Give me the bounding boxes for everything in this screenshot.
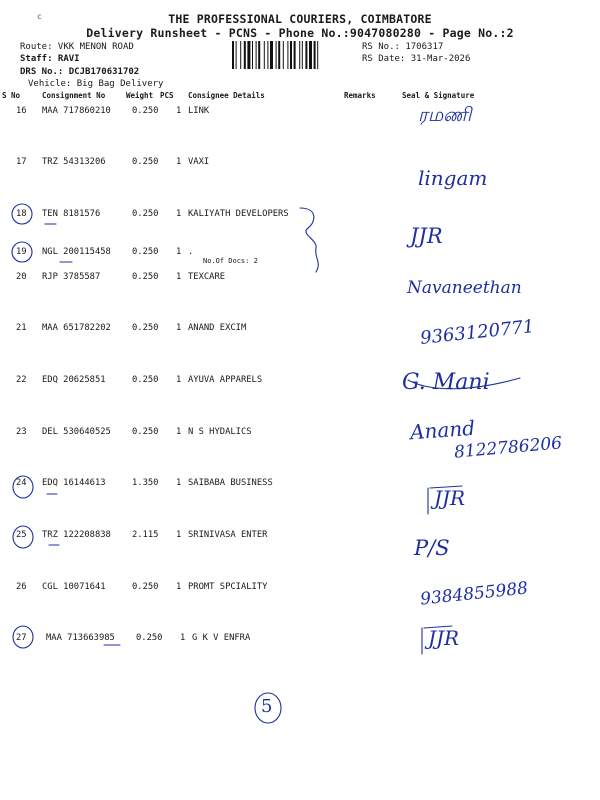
barcode-bar: [290, 41, 292, 69]
signature-16: ரமணி: [418, 104, 472, 126]
barcode-bar: [267, 41, 268, 69]
row-weight: 1.350: [132, 478, 159, 488]
column-seal-signature: Seal & Signature: [402, 91, 475, 100]
row-consignment: RJP 3785587: [42, 272, 101, 282]
row-weight: 0.250: [132, 323, 159, 333]
row-consignee: G K V ENFRA: [192, 633, 251, 643]
column-remarks: Remarks: [344, 91, 376, 100]
signature-24: JJR: [434, 486, 466, 510]
barcode-bar: [302, 41, 303, 69]
row-consignee: ANAND EXCIM: [188, 323, 247, 333]
row-consignee: AYUVA APPARELS: [188, 375, 263, 385]
row-pcs: 1: [176, 582, 182, 592]
row-weight: 0.250: [132, 209, 159, 219]
row-consignment: NGL 200115458: [42, 247, 111, 257]
row-consignee: .: [188, 247, 194, 257]
barcode-bar: [264, 41, 265, 69]
route-label: Route: VKK MENON ROAD: [20, 42, 134, 52]
barcode-bar: [270, 41, 273, 69]
row-consignment: TRZ 54313206: [42, 157, 106, 167]
signature-20: Navaneethan: [407, 278, 522, 298]
barcode-bar: [283, 41, 284, 69]
bracket-mark: [300, 208, 318, 272]
barcode-bar: [244, 41, 246, 69]
row-consignment: DEL 530640525: [42, 427, 111, 437]
company-title: THE PROFESSIONAL COURIERS, COIMBATORE: [168, 12, 432, 26]
row-consignee: SAIBABA BUSINESS: [188, 478, 273, 488]
row-sno: 22: [16, 375, 27, 385]
barcode-bar: [309, 41, 312, 69]
column-sno: S No: [2, 91, 21, 100]
row-consignment: MAA 713663985: [46, 633, 115, 643]
row-pcs: 1: [176, 530, 182, 540]
barcode-bar: [240, 41, 241, 69]
row-consignee: TEXCARE: [188, 272, 226, 282]
row-weight: 2.115: [132, 530, 159, 540]
row-pcs: 1: [176, 157, 182, 167]
rs-number: RS No.: 1706317: [362, 42, 444, 52]
row-weight: 0.250: [132, 272, 159, 282]
row-sno: 23: [16, 427, 27, 437]
column-pcs: PCS: [160, 91, 174, 100]
runsheet-subtitle: Delivery Runsheet - PCNS - Phone No.:9047080280 - Page No.:2: [86, 26, 514, 40]
row-consignment: EDQ 20625851: [42, 375, 106, 385]
row-sno: 21: [16, 323, 27, 333]
row-sno: 26: [16, 582, 27, 592]
row-pcs: 1: [176, 478, 182, 488]
row-weight: 0.250: [132, 106, 159, 116]
row-pcs: 1: [176, 106, 182, 116]
row-pcs: 1: [176, 375, 182, 385]
barcode-bar: [232, 41, 234, 69]
barcode-bar: [247, 41, 250, 69]
column-consignment: Consignment No: [42, 91, 106, 100]
row-sno: 27: [16, 633, 27, 643]
page-number-handwritten: 5: [261, 696, 273, 717]
barcode-bar: [278, 41, 280, 69]
row-weight: 0.250: [132, 427, 159, 437]
row-consignment: CGL 10071641: [42, 582, 106, 592]
row-consignee: N S HYDALICS: [188, 427, 252, 437]
row-sno: 19: [16, 247, 27, 257]
docs-count-note: No.Of Docs: 2: [203, 257, 258, 265]
row-consignment: TRZ 122208838: [42, 530, 111, 540]
signature-26-phone: 9384855988: [419, 578, 529, 610]
signature-22: G. Mani: [402, 370, 490, 395]
barcode-bar: [252, 41, 253, 69]
barcode-bar: [236, 41, 237, 69]
staff-label: Staff: RAVI: [20, 54, 80, 64]
barcode-bar: [305, 41, 307, 69]
barcode-image: [231, 41, 359, 69]
row-pcs: 1: [176, 427, 182, 437]
signature-17: lingam: [418, 166, 488, 190]
row-pcs: 1: [176, 247, 182, 257]
signature-23: Anand: [409, 415, 476, 445]
row-consignee: VAXI: [188, 157, 210, 167]
signature-23-phone: 8122786206: [453, 433, 563, 463]
row-consignment: EDQ 16144613: [42, 478, 106, 488]
signature-19: JJR: [410, 224, 443, 248]
row-pcs: 1: [180, 633, 186, 643]
row-weight: 0.250: [132, 247, 159, 257]
row-consignment: MAA 717860210: [42, 106, 111, 116]
barcode-bar: [299, 41, 300, 69]
rs-date: RS Date: 31-Mar-2026: [362, 54, 471, 64]
drs-number: DRS No.: DCJB170631702: [20, 67, 140, 77]
row-consignment: MAA 651782202: [42, 323, 111, 333]
row-pcs: 1: [176, 209, 182, 219]
row-sno: 20: [16, 272, 27, 282]
row-sno: 18: [16, 209, 27, 219]
corner-mark: c: [37, 12, 42, 21]
column-consignee: Consignee Details: [188, 91, 265, 100]
row-pcs: 1: [176, 323, 182, 333]
barcode-bar: [258, 41, 260, 69]
row-consignee: PROMT SPCIALITY: [188, 582, 268, 592]
vehicle-label: Vehicle: Big Bag Delivery: [28, 79, 164, 89]
row-pcs: 1: [176, 272, 182, 282]
barcode-bar: [276, 41, 277, 69]
row-weight: 0.250: [132, 157, 159, 167]
row-consignee: LINK: [188, 106, 210, 116]
barcode-bar: [294, 41, 296, 69]
row-consignee: KALIYATH DEVELOPERS: [188, 209, 289, 219]
signature-25: P/S: [414, 536, 450, 560]
row-sno: 25: [16, 530, 27, 540]
barcode-bar: [256, 41, 257, 69]
row-sno: 24: [16, 478, 27, 488]
row-sno: 17: [16, 157, 27, 167]
row-weight: 0.250: [136, 633, 163, 643]
column-weight: Weight: [126, 91, 154, 100]
barcode-bar: [317, 41, 318, 69]
row-consignment: TEN 8181576: [42, 209, 101, 219]
row-sno: 16: [16, 106, 27, 116]
row-consignee: SRINIVASA ENTER: [188, 530, 268, 540]
signature-21-phone: 9363120771: [419, 316, 536, 349]
barcode-bar: [314, 41, 316, 69]
row-weight: 0.250: [132, 375, 159, 385]
row-weight: 0.250: [132, 582, 159, 592]
barcode-bar: [287, 41, 288, 69]
signature-27: JJR: [428, 626, 460, 650]
